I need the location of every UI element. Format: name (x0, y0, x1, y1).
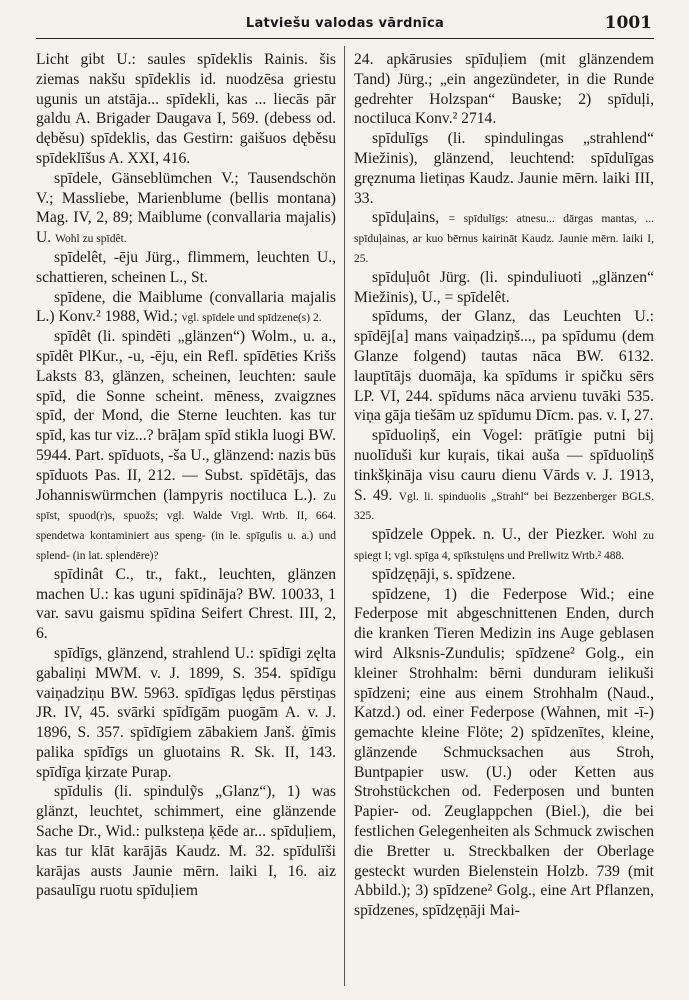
dictionary-entry (354, 268, 654, 308)
dictionary-entry (354, 565, 654, 585)
dictionary-entry (354, 129, 654, 208)
entry-text: spīdêt (li. spindēti „glänzen“) Wolm., u. a., spīdêt PlKur., -u, -ēju, ein Refl. spīdēties Krišs Laksts 83, glänzen, scheinen, leuchten: saule spīd, die Sonne scheint. mēness, zvaigznes spīd, der Mond, die Sterne leuchten. kas tur spīd, kas tur viz...? brāļam spīd stikla luogi BW. 5944. Part. spīduots, -ša U., glänzend: nazis būs spīduots Pas. II, 212. — Subst. spīdētājs, das Johanniswürmchen (lampyris noctiluca L.). (36, 328, 336, 504)
page-number: 1001 (604, 13, 652, 33)
dictionary-entry (36, 565, 336, 644)
entry-text: 24. apkārusies spīduļiem (mit glänzendem Tand) Jürg.; „ein angezündeter, in die Runde gedrehter Holzspan“ Bauske; 2) spīduļi, noctiluca Konv.² 2714. (354, 51, 654, 128)
dictionary-entry (36, 288, 336, 328)
dictionary-entry (36, 782, 336, 901)
entry-text: Licht gibt U.: saules spīdeklis Rainis. šis ziemas nakšu spīdeklis id. nuodzēsa griestu ugunis un atstāja... spīdekli, kas ... liecās pār galdu A. Brigader Daugava I, 569. (debess od. dęběsu) spīdeklis, das Gestirn: gaišuos dęběsu spīdeklīšus A. XXI, 416. (36, 51, 336, 167)
running-title: Latviešu valodas vārdnīca (245, 16, 445, 31)
page-header (36, 10, 654, 38)
entry-etymology-note: Zu spīst, spuod(r)s, spuožs; vgl. Walde Vrgl. Wrtb. II, 664. spendetwa kontaminiert aus speng- (in le. spīgulis u. a.) und splend- (in lat. splendēre)? (36, 490, 336, 562)
entry-text: spīdums, der Glanz, das Leuchten U.: spīdēj[a] mans vaiņadziņš..., pa spīdumu (dem Glanze folgend) tautas nāca BW. 6132. lauptītājs duomāja, ka spīdums ir spičku sērs LP. VI, 244. spīdums nāca arvienu tuvāki 535. viņa gāja tiešām uz spīdumu Dīcm. pas. v. I, 27. (354, 308, 654, 425)
entry-text: spīdzene, 1) die Federpose Wid.; eine Federpose mit abgeschnittenen Enden, durch die kranken Tieren Medizin ins Auge geblasen wird Alksnis-Zundulis; spīdzene² Golg., ein kleiner Strohhalm: bērni dunduram ielikuši spīdzeni; eine aus einem Strohhalm (Naud., Katzd.) od. einer Federpose (Wahnen, mit -ī-) gemachte kleine Flöte; 2) spīdzenītes, kleine, glänzende Schmucksachen aus Stroh, Buntpapier usw. (U.) oder Ketten aus Strohstückchen od. Federposen und bunten Papier- od. Zeuglappchen (Biel.), die bei festlichen Gelegenheiten als Schmuck zwischen die Bretter u. Streckbalken der Oberlage gesteckt wurden Bielenstein Holzb. 739 (mit Abbild.); 3) spīdzene² Golg., eine Art Pflanzen, spīdzenes, spīdzęņāji Mai- (354, 585, 654, 920)
entry-text: spīduļuôt Jürg. (li. spinduliuoti „glänzen“ Miežinis), U., = spīdelêt. (354, 268, 654, 306)
dictionary-entry (354, 525, 654, 565)
column-divider (344, 46, 345, 986)
entry-etymology-note: Wohl zu spīdêt. (55, 233, 127, 246)
dictionary-entry (36, 248, 336, 288)
entry-text: spīdīgs, glänzend, strahlend U.: spīdīgi zęlta gabaliņi MWM. v. J. 1899, S. 354. spīdīgu vaiņadziņu BW. 5963. spīdīgas lędus pērstiņas JR. IV, 45. svārki spīdīgām puogām A. v. J. 1896, S. 357. spīdīgiem zābakiem Janš. ģīmis palika spīdīgs un gluotains R. Sk. II, 143. spīdīga ķirzate Purap. (36, 644, 336, 781)
entry-text: spīdulīgs (li. spindulingas „strahlend“ Miežinis), glänzend, leuchtend: spīdulīgas gręznuma lietiņas Kaudz. Jaunie mērn. laiki III, 33. (354, 130, 654, 207)
entry-etymology-note: Vgl. li. spinduolis „Strahl“ bei Bezzenberger BGLS. 325. (354, 490, 654, 523)
dictionary-entry (36, 50, 336, 169)
entry-text: spīdene, die Maiblume (convallaria majalis L.) Konv.² 1988, Wid.; (36, 288, 336, 326)
entry-text: spīdele, Gänseblümchen V.; Tausendschön V.; Massliebe, Marienblume (bellis montana) Mag. IV, 2, 89; Maiblume (convallaria majalis) U. (36, 169, 336, 247)
entry-text: spīduoliņš, ein Vogel: prātīgie putni bij nuolīduši kur kuŗais, tikai auša — spīduoliņš tinkšķināja visu cauru dienu Vārds v. J. 1913, S. 49. (354, 427, 654, 504)
dictionary-entry (354, 426, 654, 525)
entry-text: spīdzele Oppek. n. U., der Piezker. (372, 526, 606, 544)
entry-text: spīdzęņāji, s. spīdzene. (372, 565, 516, 583)
entry-text: spīdinât C., tr., fakt., leuchten, glänzen machen U.: kas uguni spīdināja? BW. 10033, 1 var. savu gaismu spīdina Seifert Chrest. III, 2, 6. (36, 565, 336, 643)
entry-text: spīdulis (li. spindulỹs „Glanz“), 1) was glänzt, leuchtet, schimmert, eine glänzende Sache Dr., Wid.: pulksteņa ķēde ar... spīduļiem, kas tur klāt karājās Kaudz. M. 32. spīdulīši karājas austs Jaunie mērn. laiki I, 16. aiz pasaulīgu ruotu spīduļiem (36, 783, 336, 900)
right-column (354, 50, 654, 990)
left-column (36, 50, 336, 990)
dictionary-entry (36, 644, 336, 783)
dictionary-entry (354, 585, 654, 922)
header-rule (36, 38, 654, 39)
dictionary-entry (354, 50, 654, 129)
dictionary-entry (354, 307, 654, 426)
dictionary-entry (36, 169, 336, 248)
dictionary-entry (36, 327, 336, 565)
entry-text: spīdelêt, -ēju Jürg., flimmern, leuchten U., schattieren, scheinen L., St. (36, 248, 336, 286)
entry-etymology-note: vgl. spīdele und spīdzene(s) 2. (181, 312, 322, 325)
entry-etymology-note: Wohl zu spiegt I; vgl. spīga 4, spīkstulęns und Prellwitz Wrtb.² 488. (354, 530, 654, 562)
dictionary-entry (354, 208, 654, 267)
entry-etymology-note: = spīdulīgs: atnesu... dārgas mantas, ... spīduļainas, ar kuo bērnus kairināt Kaudz. Jaunie mērn. laiki I, 25. (354, 213, 654, 265)
entry-text: spīduļains, (372, 209, 440, 227)
